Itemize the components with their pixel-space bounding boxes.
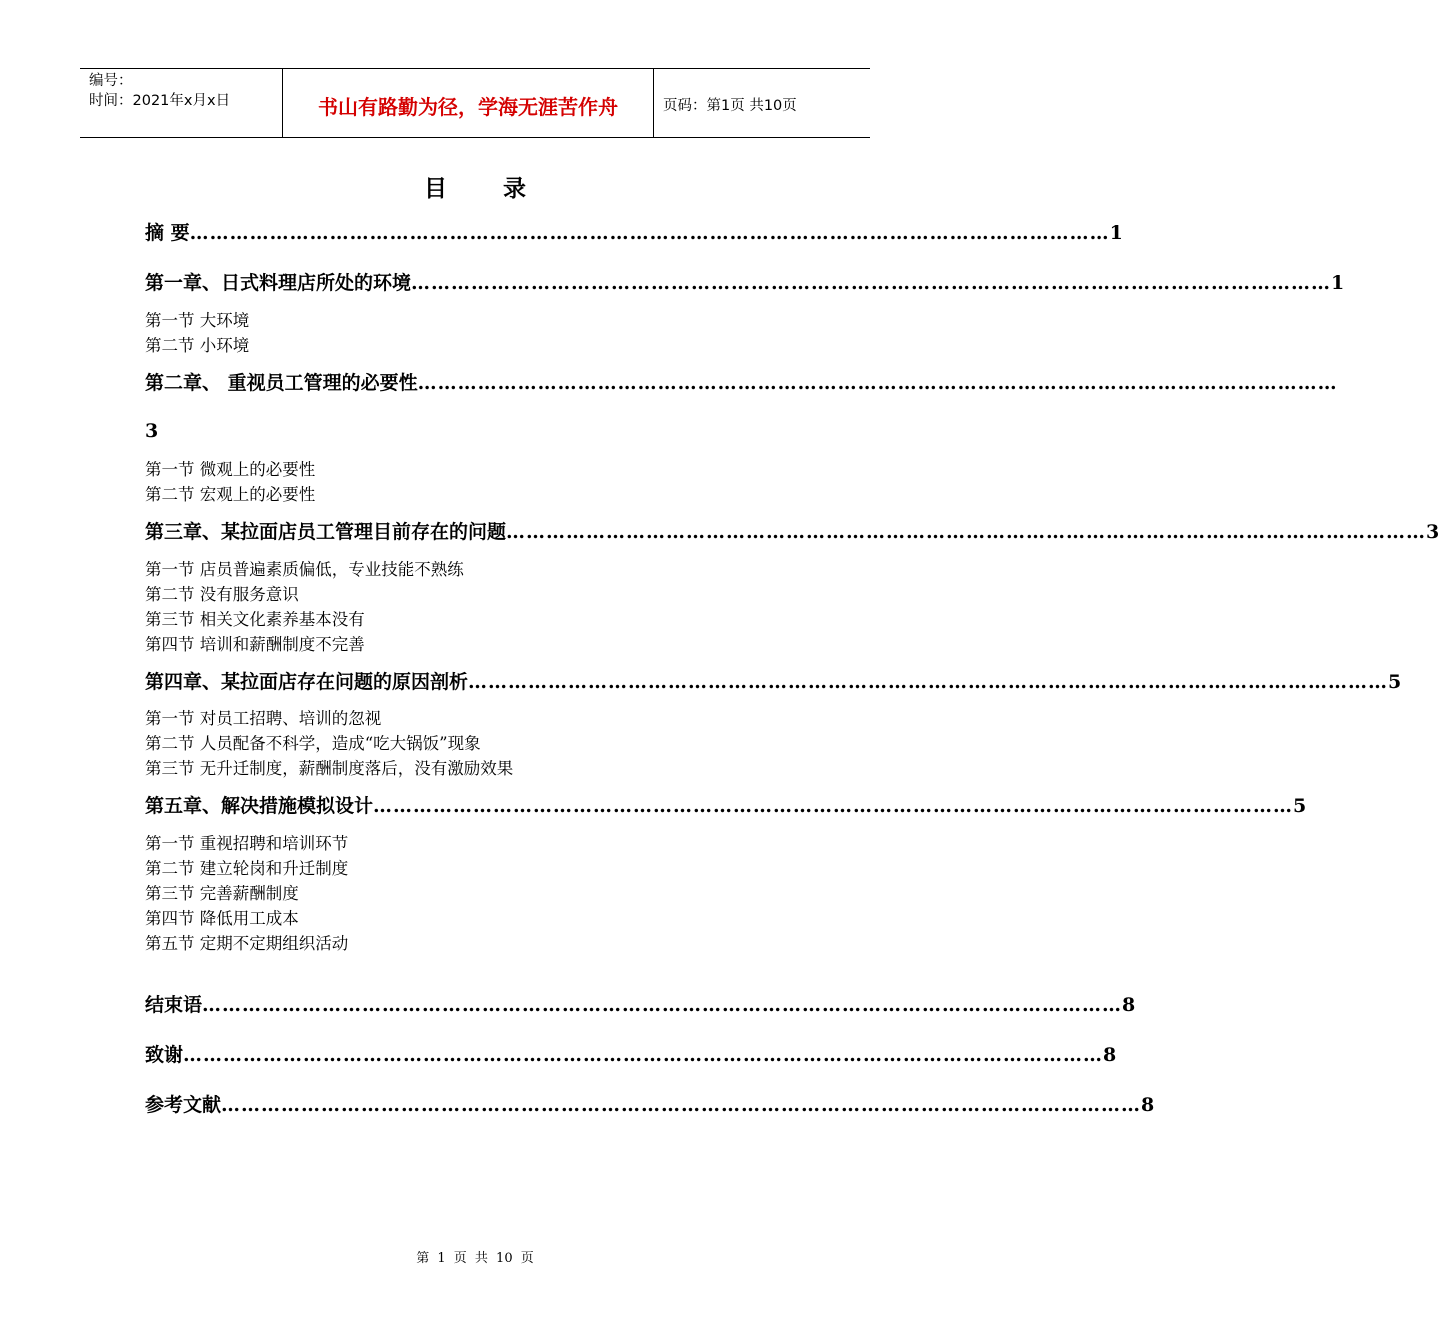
entry-label: 第三章、某拉面店员工管理目前存在的问题 [145, 521, 507, 543]
leader-dots: ………………………………………………………………………………………………………………………… [183, 1044, 1104, 1066]
leader-dots: ………………………………………………………………………………………………………………………… [506, 521, 1427, 543]
toc-entry-chapter-2[interactable] [145, 370, 1338, 396]
toc-entry-chapter-4[interactable] [145, 669, 1402, 695]
toc-entry-thanks[interactable] [145, 1042, 1117, 1068]
page-info: 页码：第1页 共10页 [663, 98, 797, 114]
leader-dots: ………………………………………………………………………………………………………………………… [202, 994, 1123, 1016]
entry-page: 3 [145, 420, 159, 442]
toc-section[interactable]: 第四节 降低用工成本 [145, 909, 299, 928]
entry-page: 5 [1388, 671, 1402, 693]
leader-dots: ………………………………………………………………………………………………………………………… [468, 671, 1389, 693]
entry-label: 摘 要 [145, 222, 190, 244]
entry-page: 1 [1331, 272, 1345, 294]
toc-section[interactable]: 第一节 店员普遍素质偏低，专业技能不熟练 [145, 560, 464, 579]
entry-label: 致谢 [145, 1044, 184, 1066]
leader-dots: ………………………………………………………………………………………………………………………… [189, 222, 1110, 244]
toc-entry-chapter-1[interactable] [145, 270, 1345, 296]
number-label: 编号： [89, 73, 133, 89]
toc-title: 目 录 [423, 175, 550, 202]
toc-section[interactable]: 第二节 人员配备不科学，造成“吃大锅饭”现象 [145, 734, 481, 753]
entry-label: 第一章、日式料理店所处的环境 [145, 272, 412, 294]
entry-page: 8 [1122, 994, 1136, 1016]
entry-page: 8 [1103, 1044, 1117, 1066]
leader-dots: ………………………………………………………………………………………………………………………… [417, 372, 1338, 394]
page-footer: 第 1 页 共 10 页 [416, 1251, 534, 1266]
toc-section[interactable]: 第二节 建立轮岗和升迁制度 [145, 859, 349, 878]
toc-section[interactable]: 第一节 微观上的必要性 [145, 460, 316, 479]
toc-section[interactable]: 第五节 定期不定期组织活动 [145, 934, 349, 953]
toc-section[interactable]: 第一节 重视招聘和培训环节 [145, 834, 349, 853]
entry-label: 第五章、解决措施模拟设计 [145, 795, 374, 817]
entry-label: 参考文献 [145, 1094, 222, 1116]
time-label: 时间：2021年x月x日 [89, 93, 231, 109]
leader-dots: ………………………………………………………………………………………………………………………… [221, 1094, 1142, 1116]
toc-section[interactable]: 第四节 培训和薪酬制度不完善 [145, 635, 365, 654]
entry-label: 第二章、 重视员工管理的必要性 [145, 372, 418, 394]
toc-section[interactable]: 第一节 对员工招聘、培训的忽视 [145, 709, 382, 728]
toc-section[interactable]: 第二节 没有服务意识 [145, 585, 299, 604]
toc-section[interactable]: 第三节 无升迁制度，薪酬制度落后，没有激励效果 [145, 759, 514, 778]
toc-entry-abstract[interactable] [145, 220, 1123, 246]
entry-label: 结束语 [145, 994, 203, 1016]
entry-page: 8 [1141, 1094, 1155, 1116]
header-meta [80, 69, 282, 137]
entry-label: 第四章、某拉面店存在问题的原因剖析 [145, 671, 469, 693]
toc-entry-chapter-5[interactable] [145, 793, 1307, 819]
entry-page: 5 [1293, 795, 1307, 817]
entry-page: 1 [1109, 222, 1123, 244]
toc-entry-chapter-3[interactable] [145, 519, 1439, 545]
header-table [80, 68, 870, 138]
leader-dots: ………………………………………………………………………………………………………………………… [373, 795, 1294, 817]
toc-section[interactable]: 第一节 大环境 [145, 311, 250, 330]
entry-page: 3 [1426, 521, 1439, 543]
motto: 书山有路勤为径，学海无涯苦作舟 [282, 69, 654, 137]
toc-section[interactable]: 第二节 宏观上的必要性 [145, 485, 316, 504]
toc-section[interactable]: 第二节 小环境 [145, 336, 250, 355]
toc-entry-references[interactable] [145, 1092, 1155, 1118]
toc-section[interactable]: 第三节 完善薪酬制度 [145, 884, 299, 903]
leader-dots: ………………………………………………………………………………………………………………………… [411, 272, 1332, 294]
toc-entry-conclusion[interactable] [145, 992, 1136, 1018]
toc-section[interactable]: 第三节 相关文化素养基本没有 [145, 610, 365, 629]
